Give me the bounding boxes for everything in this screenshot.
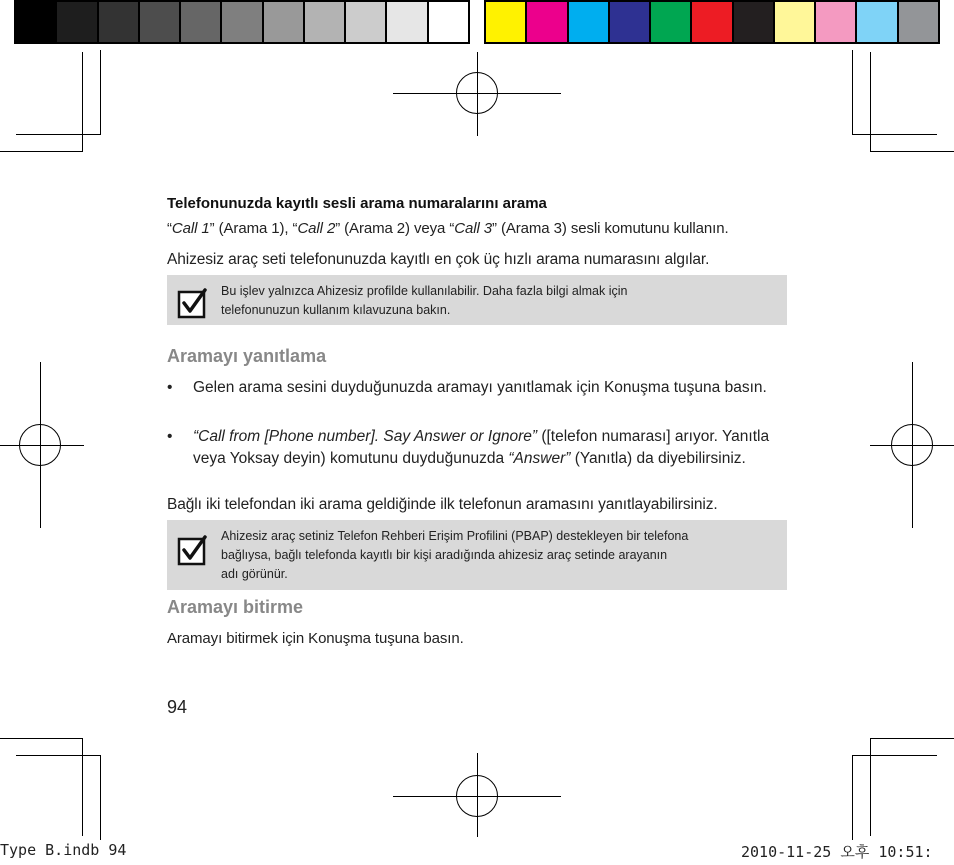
registration-mark-circle <box>456 72 498 114</box>
footer-timestamp: 2010-11-25 오후 10:51: <box>741 843 933 861</box>
color-swatch <box>527 2 568 42</box>
color-swatch <box>610 2 651 42</box>
crop-mark <box>852 50 853 135</box>
crop-mark <box>82 738 83 836</box>
color-swatch <box>734 2 775 42</box>
command-call-1: Call 1 <box>171 220 210 237</box>
color-swatch <box>651 2 692 42</box>
color-swatch <box>264 2 305 42</box>
color-swatch <box>857 2 898 42</box>
footer-file-info: Type B.indb 94 <box>0 841 127 859</box>
crop-mark <box>0 151 83 152</box>
crop-mark <box>852 755 937 756</box>
registration-mark-circle <box>891 424 933 466</box>
voice-command: “Answer” <box>508 450 571 467</box>
body-text: Ahizesiz araç seti telefonunuzda kayıtlı en çok üç hızlı arama numarasını algılar. <box>167 251 710 268</box>
quote-close: ” <box>209 220 215 237</box>
quote-open: “ <box>167 220 172 237</box>
crop-mark <box>870 151 954 152</box>
note-text <box>221 275 627 320</box>
crop-mark <box>16 134 101 135</box>
color-swatch <box>305 2 346 42</box>
command-call-3: Call 3 <box>454 220 493 237</box>
text-segment: (Arama 1), “ <box>214 220 298 237</box>
list-item-text: Gelen arama sesini duyduğunuzda aramayı yanıtlamak için Konuşma tuşuna basın. <box>193 379 767 396</box>
text-segment: ” (Arama 2) veya “ <box>335 220 455 237</box>
color-swatch <box>346 2 387 42</box>
note-text <box>221 520 688 584</box>
crop-mark <box>870 52 871 152</box>
body-text: Aramayı bitirmek için Konuşma tuşuna basın. <box>167 630 464 647</box>
color-swatch <box>99 2 140 42</box>
note-line: telefonunuzun kullanım kılavuzuna bakın. <box>221 303 451 317</box>
crop-mark <box>100 755 101 840</box>
crop-mark <box>82 52 83 152</box>
body-text: Bağlı iki telefondan iki arama geldiğinde ilk telefonun aramasını yanıtlayabilirsiniz. <box>167 496 718 513</box>
color-swatch <box>569 2 610 42</box>
color-swatch <box>429 2 468 42</box>
color-swatch <box>181 2 222 42</box>
color-swatch <box>222 2 263 42</box>
checkbox-check-icon <box>177 534 209 566</box>
section-heading-answer: Aramayı yanıtlama <box>167 346 327 366</box>
crop-mark <box>16 755 101 756</box>
note-line: bağlıysa, bağlı telefonda kayıtlı bir kişi aradığında ahizesiz araç setinde arayanın <box>221 548 668 562</box>
list-item-text <box>193 426 787 470</box>
note-line: Bu işlev yalnızca Ahizesiz profilde kullanılabilir. Daha fazla bilgi almak için <box>221 284 628 298</box>
color-swatch <box>899 2 938 42</box>
color-swatch <box>16 2 57 42</box>
color-swatch <box>140 2 181 42</box>
crop-mark <box>852 755 853 840</box>
color-swatch <box>57 2 98 42</box>
voice-command-line <box>167 220 729 237</box>
checkbox-check-icon <box>177 287 209 319</box>
note-box <box>167 275 787 325</box>
list-item <box>167 377 787 399</box>
command-call-2: Call 2 <box>297 220 336 237</box>
color-swatch <box>692 2 733 42</box>
registration-mark-circle <box>456 775 498 817</box>
crop-mark <box>870 738 954 739</box>
crop-mark <box>0 738 83 739</box>
crop-mark <box>870 738 871 836</box>
process-color-bar <box>484 0 940 44</box>
text-segment: (Yanıtla) da diyebilirsiniz. <box>570 450 746 467</box>
bullet: • <box>167 379 173 396</box>
crop-mark <box>100 50 101 135</box>
list-item <box>167 426 787 470</box>
note-line: Ahizesiz araç setiniz Telefon Rehberi Erişim Profilini (PBAP) destekleyen bir telefona <box>221 529 689 543</box>
page-number: 94 <box>167 697 188 717</box>
text-segment: ” (Arama 3) sesli komutunu kullanın. <box>492 220 729 237</box>
color-swatch <box>486 2 527 42</box>
section-heading-end: Aramayı bitirme <box>167 597 304 617</box>
crop-mark <box>852 134 937 135</box>
color-swatch <box>775 2 816 42</box>
color-swatch <box>387 2 428 42</box>
text-segment: ([telefon numarası] arıyor. Yanıtla veya Yoksay deyin) komutunu duyduğunuzda <box>193 428 770 467</box>
note-box <box>167 520 787 590</box>
grayscale-color-bar <box>14 0 470 44</box>
subsection-heading: Telefonunuzda kayıtlı sesli arama numaralarını arama <box>167 195 547 212</box>
voice-prompt: “Call from [Phone number]. Say Answer or Ignore” <box>193 428 538 445</box>
color-swatch <box>816 2 857 42</box>
registration-mark-circle <box>19 424 61 466</box>
note-line: adı görünür. <box>221 567 288 581</box>
bullet: • <box>167 428 173 445</box>
